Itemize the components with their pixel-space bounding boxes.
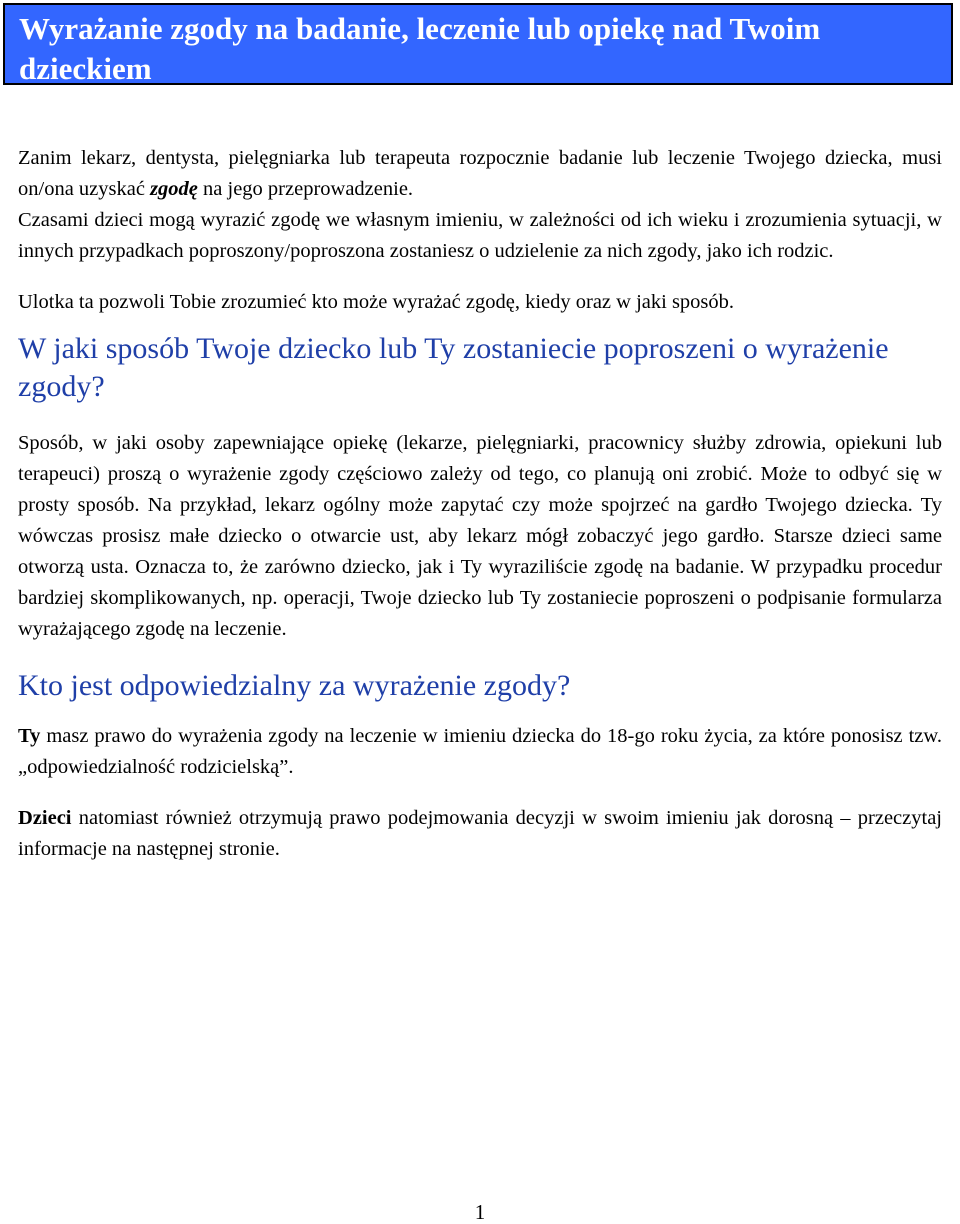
section-who-paragraph-1 [18, 721, 942, 783]
page-number: 1 [474, 1200, 486, 1224]
intro-paragraph-2: Czasami dzieci mogą wyrazić zgodę we własnym imieniu, w zależności od ich wieku i zrozumienia sytuacji, w innych przypadkach poproszony/poproszona zostaniesz o udzielenie za nich zgody, jako ich rodzic. [18, 209, 942, 262]
section-who-p2-rest: natomiast również otrzymują prawo podejmowania decyzji w swoim imieniu jak dorosną – przeczytaj informacje na następnej stronie. [18, 807, 942, 860]
intro-p1-before: Zanim lekarz, dentysta, pielęgniarka lub terapeuta rozpocznie badanie lub leczenie Twojego dziecka, musi on/ona uzyskać [18, 147, 942, 200]
intro-p1-after: na jego przeprowadzenie. [197, 178, 414, 200]
section-who-paragraph-2 [18, 803, 942, 865]
section-heading-who: Kto jest odpowiedzialny za wyrażenie zgody? [18, 669, 571, 702]
section-how-body: Sposób, w jaki osoby zapewniające opiekę (lekarze, pielęgniarki, pracownicy służby zdrowia, opiekuni lub terapeuci) proszą o wyrażenie zgody częściowo zależy od tego, co planują oni zrobić. Może to odbyć się w prosty sposób. Na przykład, lekarz ogólny może zapytać czy może spojrzeć na gardło Twojego dziecka. Ty wówczas prosisz małe dziecko o otwarcie ust, aby lekarz mógł zobaczyć jego gardło. Starsze dzieci same otworzą usta. Oznacza to, że zarówno dziecko, jak i Ty wyraziliście zgodę na badanie. W przypadku procedur bardziej skomplikowanych, np. operacji, Twoje dziecko lub Ty zostaniecie poproszeni o podpisanie formularza wyrażającego zgodę na leczenie. [18, 432, 942, 640]
page-title: Wyrażanie zgody na badanie, leczenie lub opiekę nad Twoim dzieckiem [19, 11, 821, 86]
intro-paragraph-1 [18, 143, 942, 205]
document-body [18, 143, 942, 865]
section-heading-how: W jaki sposób Twoje dziecko lub Ty zostaniecie poproszeni o wyrażenie zgody? [18, 332, 889, 403]
you-bold: Ty [18, 725, 41, 747]
section-who-p1-rest: masz prawo do wyrażenia zgody na leczenie w imieniu dziecka do 18-go roku życia, za które ponosisz tzw. „odpowiedzialność rodzicielską”. [18, 725, 942, 778]
title-banner [3, 3, 953, 85]
children-bold: Dzieci [18, 807, 72, 829]
consent-emphasis: zgodę [150, 178, 198, 200]
intro-paragraph-3: Ulotka ta pozwoli Tobie zrozumieć kto może wyrażać zgodę, kiedy oraz w jaki sposób. [18, 291, 735, 313]
